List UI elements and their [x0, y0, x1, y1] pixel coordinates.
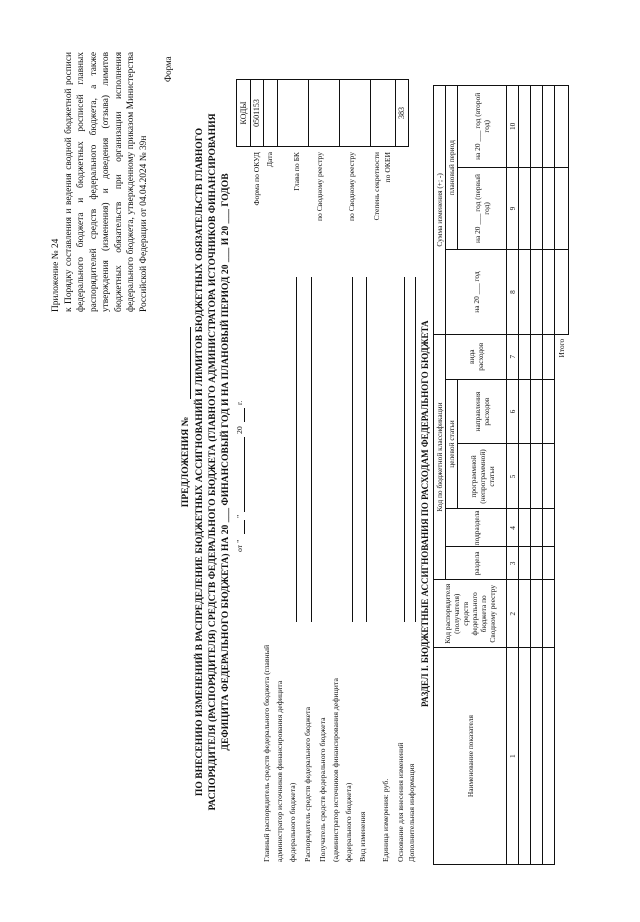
itogo-label: Итого	[557, 338, 567, 358]
date-from: от "	[235, 539, 244, 552]
glavny-field[interactable]	[296, 277, 297, 622]
osnov-label: Основание для внесения изменений	[396, 742, 405, 862]
unit-label: Единица измерения: руб.	[381, 778, 390, 862]
header-sum: Сумма изменения (+; -)	[434, 86, 446, 335]
reestr1-label: по Сводному реестру	[315, 152, 324, 222]
secrecy-label: Степень секретности	[372, 152, 381, 221]
col-num-10: 10	[507, 86, 519, 168]
header-prog: программной (непрограммной) статьи	[458, 444, 507, 509]
glavny-label-2: администратор источников финансирования дефицита	[275, 680, 284, 862]
reestr2-label: по Сводному реестру	[347, 152, 356, 222]
appendix-block	[50, 52, 150, 312]
raspor-label: Распорядитель средств федерального бюджета	[303, 706, 312, 862]
poluch-label-2: (администратор источников финансирования дефицита	[331, 678, 340, 862]
itogo-y1	[555, 250, 569, 334]
reestr1-code	[308, 80, 339, 147]
col-num-4: 4	[507, 509, 519, 547]
reestr2-code	[339, 80, 370, 147]
doc-title-line2: ПО ВНЕСЕНИЮ ИЗМЕНЕНИЙ В РАСПРЕДЕЛЕНИЕ БЮДЖЕТНЫХ АССИГНОВАНИЙ И ЛИМИТОВ БЮДЖЕТНЫХ ОБЯЗАТЕЛЬСТВ ГЛАВНОГО	[194, 127, 205, 797]
header-y2: на 20 ___ год (первый год)	[458, 167, 507, 250]
header-plan: плановый период	[446, 86, 458, 250]
col-num-9: 9	[507, 167, 519, 250]
header-kod: Код распорядителя (получателя) средств федерального бюджета по Сводному реестру	[434, 580, 507, 648]
poluch-label-1: Получатель средств федерального бюджета	[318, 717, 327, 862]
dop-field[interactable]	[415, 277, 416, 622]
main-table	[433, 85, 569, 865]
date-code	[264, 80, 278, 147]
codes-header: КОДЫ	[237, 80, 251, 147]
okei-label: по ОКЕИ	[383, 152, 392, 183]
bk-label: Глава по БК	[292, 152, 301, 191]
date-g: г.	[235, 400, 244, 405]
col-num-1: 1	[507, 648, 519, 865]
appendix-text: к Порядку составления и ведения сводной бюджетной росписи федерального бюджета и бюджетных росписей главных распорядителей средств федерального бюджета, а также утверждения (изменения) и доведения (отзыва) лимитов бюджетных обязательств при организации исполнения федерального бюджета, утвержденному приказом Министерства Российской Федерации от 04.04.2024 № 39н	[63, 52, 149, 312]
glavny-label-1: Главный распорядитель средств федерального бюджета (главный	[262, 644, 271, 862]
dop-label: Дополнительная информация	[407, 763, 416, 862]
col-num-2: 2	[507, 580, 519, 648]
bk-code	[277, 80, 308, 147]
table-row[interactable]	[543, 86, 555, 865]
header-vid: вида расходов	[446, 334, 507, 379]
date-quote: "	[235, 514, 244, 518]
header-podrazdel: подраздела	[446, 509, 507, 547]
header-kbk: Код по бюджетной классификации	[434, 334, 446, 580]
codes-table	[236, 79, 409, 147]
title-number-line	[190, 327, 191, 399]
raspor-field[interactable]	[311, 277, 312, 622]
date-day-line	[244, 520, 245, 534]
vid-field[interactable]	[366, 277, 367, 622]
col-num-8: 8	[507, 250, 519, 334]
date-month-line	[244, 437, 245, 512]
itogo-y2	[555, 167, 569, 250]
okud-label: Форма по ОКУД	[252, 152, 261, 206]
column-numbers-row	[507, 86, 519, 865]
col-num-5: 5	[507, 444, 519, 509]
doc-title-line3: РАСПОРЯДИТЕЛЯ (РАСПОРЯДИТЕЛЯ) СРЕДСТВ ФЕДЕРАЛЬНОГО БЮДЖЕТА (ГЛАВНОГО АДМИНИСТРАТОРА ИСТОЧНИКОВ ФИНАНСИРОВАНИЯ	[207, 113, 218, 811]
osnov-field[interactable]	[404, 277, 405, 622]
glavny-label-3: федерального бюджета)	[288, 782, 297, 862]
doc-title: ПРЕДЛОЖЕНИЯ №	[180, 416, 191, 508]
table-row[interactable]	[519, 86, 531, 865]
col-num-7: 7	[507, 334, 519, 379]
date-label: Дата	[265, 152, 274, 168]
date-year-line	[244, 408, 245, 422]
header-y3: на 20 ___ год (второй год)	[458, 86, 507, 168]
poluch-field[interactable]	[352, 277, 353, 622]
header-y1: на 20 ___ год	[446, 250, 507, 334]
col-num-6: 6	[507, 379, 519, 444]
okei-code: 383	[395, 80, 409, 147]
col-num-3: 3	[507, 547, 519, 580]
okud-code: 0501153	[250, 80, 264, 147]
form-label: Форма	[163, 56, 173, 82]
secrecy-code	[370, 80, 395, 147]
header-cel: целевой статьи	[446, 379, 458, 509]
itogo-row	[555, 86, 569, 865]
itogo-y3	[555, 86, 569, 168]
header-razdel: раздела	[446, 547, 507, 580]
section-title: РАЗДЕЛ I. БЮДЖЕТНЫЕ АССИГНОВАНИЯ ПО РАСХОДАМ ФЕДЕРАЛЬНОГО БЮДЖЕТА	[420, 320, 430, 707]
poluch-label-3: федерального бюджета)	[344, 782, 353, 862]
vid-label: Вид изменения	[358, 811, 367, 862]
date-year: 20	[235, 426, 244, 434]
doc-title-line4: ДЕФИЦИТА ФЕДЕРАЛЬНОГО БЮДЖЕТА) НА 20 ___ ФИНАНСОВЫЙ ГОД И НА ПЛАНОВЫЙ ПЕРИОД 20 ___ И 20 ___ ГОДОВ	[220, 173, 231, 751]
header-napr: направления расходов	[458, 379, 507, 444]
table-row[interactable]	[531, 86, 543, 865]
header-name: Наименование показателя	[434, 648, 507, 865]
appendix-number: Приложение № 24	[51, 238, 61, 312]
